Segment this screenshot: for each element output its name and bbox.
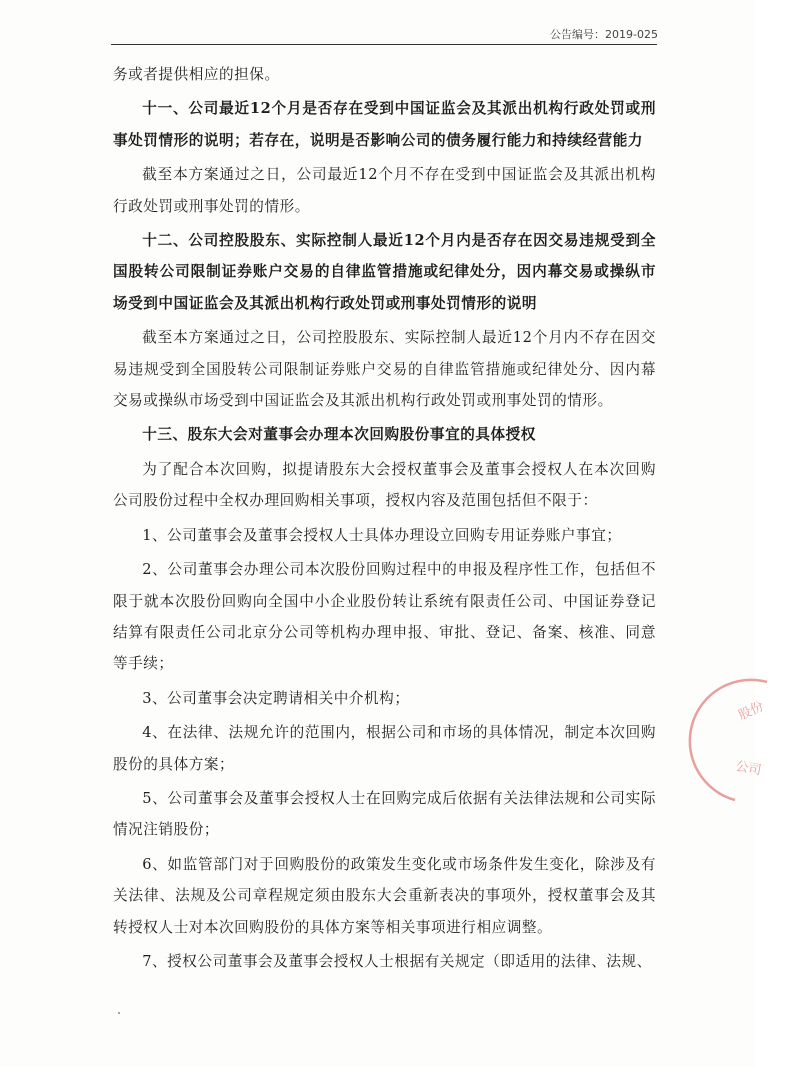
authorization-item-2: 2、公司董事会办理公司本次股份回购过程中的申报及程序性工作，包括但不限于就本次股份回购向全国中小企业股份转让系统有限责任公司、中国证券登记结算有限责任公司北京分公司等机构办理申报、审批、登记、备案、核准、同意等手续； [113,561,656,673]
authorization-item-1: 1、公司董事会及董事会授权人士具体办理设立回购专用证券账户事宜； [142,526,622,544]
authorization-item-6: 6、如监管部门对于回购股份的政策发生变化或市场条件发生变化，除涉及有关法律、法规及公司章程规定须由股东大会重新表决的事项外，授权董事会及其转授权人士对本次回购股份的具体方案等相关事项进行相应调整。 [113,855,656,936]
scan-speck [118,1012,120,1014]
document-body [113,59,656,977]
company-seal-fragment [727,680,787,810]
authorization-item-3: 3、公司董事会决定聘请相关中介机构； [142,689,410,707]
announcement-number: 公告编号：2019-025 [550,28,658,41]
section-heading-13: 十三、股东大会对董事会办理本次回购股份事宜的具体授权 [142,426,536,444]
section-body-11: 截至本方案通过之日，公司最近12个月不存在受到中国证监会及其派出机构行政处罚或刑事处罚的情形。 [113,166,656,215]
header-divider [111,44,657,45]
authorization-item-7: 7、授权公司董事会及董事会授权人士根据有关规定（即适用的法律、法规、 [142,952,652,970]
paragraph-continuation: 务或者提供相应的担保。 [113,66,280,83]
section-body-12: 截至本方案通过之日，公司控股股东、实际控制人最近12个月内不存在因交易违规受到全国股转公司限制证券账户交易的自律监管措施或纪律处分、因内幕交易或操纵市场受到中国证监会及其派出机构行政处罚或刑事处罚的情形。 [113,329,656,410]
section-heading-12: 十二、公司控股股东、实际控制人最近12个月内是否存在因交易违规受到全国股转公司限制证券账户交易的自律监管措施或纪律处分，因内幕交易或操纵市场受到中国证监会及其派出机构行政处罚或刑事处罚情形的说明 [113,232,656,312]
section-heading-11: 十一、公司最近12个月是否存在受到中国证监会及其派出机构行政处罚或刑事处罚情形的说明；若存在，说明是否影响公司的债务履行能力和持续经营能力 [113,100,656,149]
svg-text:公司: 公司 [734,759,763,779]
section-body-13-intro: 为了配合本次回购，拟提请股东大会授权董事会及董事会授权人在本次回购公司股份过程中全权办理回购相关事项，授权内容及范围包括但不限于： [113,460,656,510]
svg-text:股份: 股份 [736,699,767,724]
authorization-item-4: 4、在法律、法规允许的范围内，根据公司和市场的具体情况，制定本次回购股份的具体方案； [113,724,656,773]
authorization-item-5: 5、公司董事会及董事会授权人士在回购完成后依据有关法律法规和公司实际情况注销股份； [113,789,656,839]
